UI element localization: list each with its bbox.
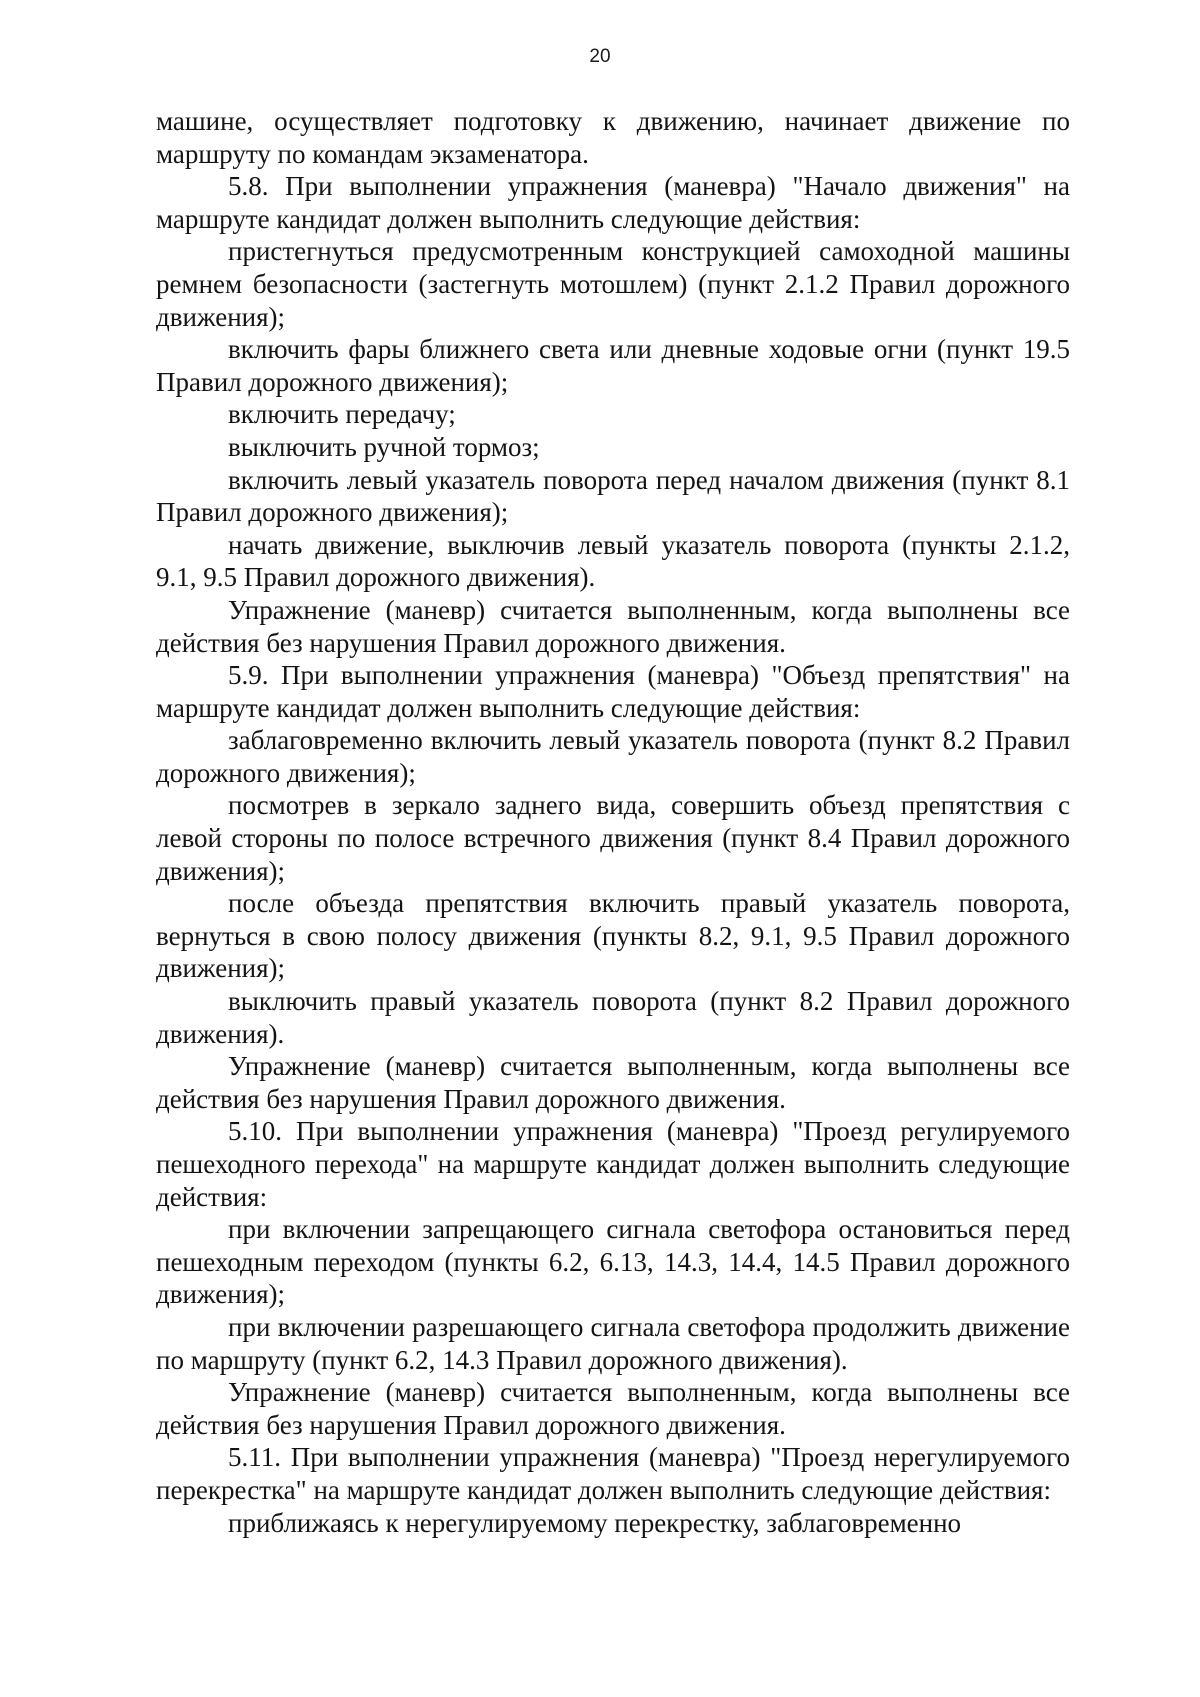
paragraph-section-5-8: 5.8. При выполнении упражнения (маневра) "Начало движения" на маршруте кандидат должен выполнить следующие действия: [156, 171, 1070, 234]
paragraph-section-5-9: 5.9. При выполнении упражнения (маневра) "Объезд препятствия" на маршруте кандидат должен выполнить следующие действия: [156, 660, 1070, 723]
paragraph-section-5-10: 5.10. При выполнении упражнения (маневра) "Проезд регулируемого пешеходного перехода" на маршруте кандидат должен выполнить следующие действия: [156, 1116, 1070, 1212]
list-item: включить передачу; [228, 399, 456, 430]
list-item: включить левый указатель поворота перед началом движения (пункт 8.1 Правил дорожного движения); [156, 464, 1070, 528]
list-item: пристегнуться предусмотренным конструкцией самоходной машины ремнем безопасности (застегнуть мотошлем) (пункт 2.1.2 Правил дорожного движения); [156, 236, 1070, 332]
paragraph-result: Упражнение (маневр) считается выполненным, когда выполнены все действия без нарушения Правил дорожного движения. [156, 594, 1070, 658]
list-item: после объезда препятствия включить правый указатель поворота, вернуться в свою полосу движения (пункты 8.2, 9.1, 9.5 Правил дорожного движения); [156, 888, 1070, 984]
paragraph-section-5-11: 5.11. При выполнении упражнения (маневра) "Проезд нерегулируемого перекрестка" на маршруте кандидат должен выполнить следующие действия: [156, 1442, 1070, 1505]
list-item: выключить ручной тормоз; [228, 431, 540, 462]
list-item: при включении разрешающего сигнала светофора продолжить движение по маршруту (пункт 6.2, 14.3 Правил дорожного движения). [156, 1311, 1070, 1375]
list-item: посмотрев в зеркало заднего вида, совершить объезд препятствия с левой стороны по полосе встречного движения (пункт 8.4 Правил дорожного движения); [156, 790, 1070, 886]
paragraph: машине, осуществляет подготовку к движению, начинает движение по маршруту по командам экзаменатора. [156, 106, 1070, 169]
list-item: приближаясь к нерегулируемому перекрестку, заблаговременно [228, 1507, 962, 1538]
document-body [156, 105, 1070, 1539]
list-item: заблаговременно включить левый указатель поворота (пункт 8.2 Правил дорожного движения); [156, 725, 1070, 788]
list-item: при включении запрещающего сигнала светофора остановиться перед пешеходным переходом (пункты 6.2, 6.13, 14.3, 14.4, 14.5 Правил дорожного движения); [156, 1214, 1070, 1310]
paragraph-result: Упражнение (маневр) считается выполненным, когда выполнены все действия без нарушения Правил дорожного движения. [156, 1377, 1070, 1440]
list-item: начать движение, выключив левый указатель поворота (пункты 2.1.2, 9.1, 9.5 Правил дорожного движения). [156, 529, 1070, 593]
paragraph-result: Упражнение (маневр) считается выполненным, когда выполнены все действия без нарушения Правил дорожного движения. [156, 1051, 1070, 1114]
list-item: включить фары ближнего света или дневные ходовые огни (пункт 19.5 Правил дорожного движения); [156, 334, 1070, 397]
page-number: 20 [589, 46, 611, 67]
list-item: выключить правый указатель поворота (пункт 8.2 Правил дорожного движения). [156, 986, 1070, 1049]
